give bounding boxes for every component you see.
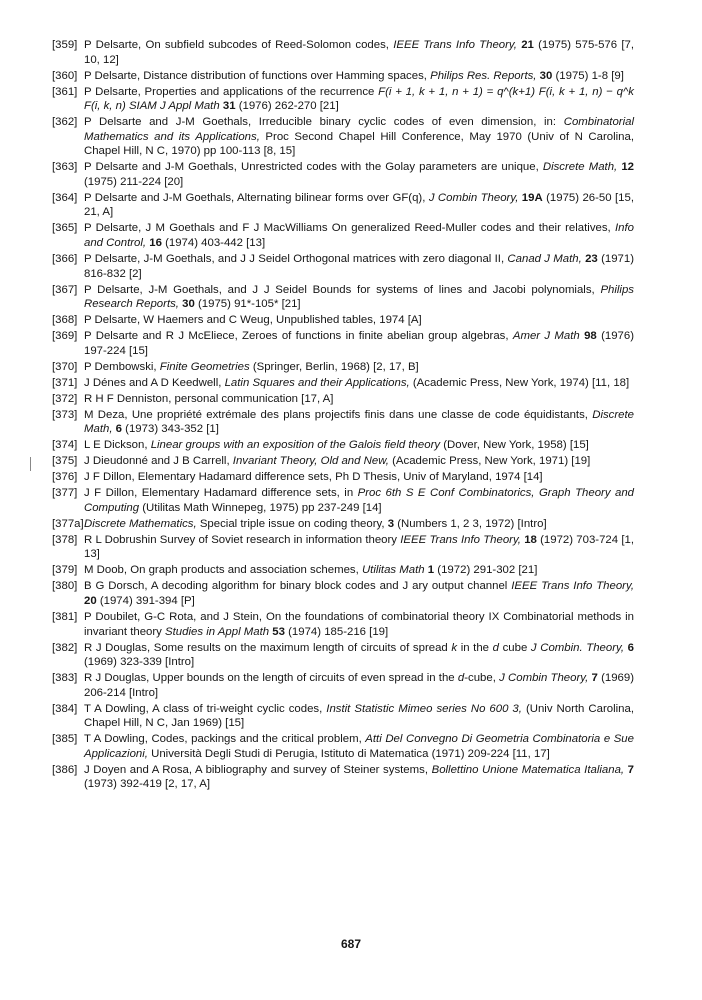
reference-number: [374] (52, 439, 78, 452)
reference-volume: 18 (524, 533, 537, 546)
reference-plain-text: P Delsarte, J-M Goethals, and J J Seidel Orthogonal matrices with zero diagonal II, (84, 253, 508, 266)
reference-entry (52, 702, 634, 731)
reference-number: [379] (52, 564, 78, 577)
reference-plain-text: P Delsarte, On subfield subcodes of Reed-Solomon codes, (84, 39, 394, 51)
reference-plain-text: (1972) 291-302 [21] (434, 564, 538, 577)
reference-italic-text: Discrete Math, (542, 161, 618, 174)
reference-number: [386] (52, 763, 78, 776)
reference-italic-text: IEEE Trans Info Theory, (400, 533, 521, 546)
reference-text (84, 439, 589, 451)
reference-plain-text: P Delsarte and J-M Goethals, Alternating bilinear forms over GF(q), (84, 191, 429, 204)
reference-text (84, 39, 634, 66)
reference-plain-text: M Deza, Une propriété extrémale des plans projectifs finis dans une classe de code équidistants, (84, 408, 593, 421)
reference-number: [376] (52, 471, 78, 484)
reference-text (84, 733, 634, 760)
reference-text (84, 487, 634, 514)
reference-entry (52, 221, 634, 250)
reference-entry (52, 38, 634, 67)
reference-number: [359] (52, 39, 78, 51)
reference-volume: 16 (149, 237, 162, 250)
reference-number: [381] (52, 610, 78, 623)
reference-plain-text: (Utilitas Math Winnepeg, 1975) pp 237-249 [14] (139, 501, 382, 514)
reference-italic-text: J Combin. Theory, (530, 641, 625, 654)
reference-italic-text: Utilitas Math (361, 564, 425, 577)
reference-entry (52, 454, 634, 469)
reference-volume: 98 (584, 330, 597, 343)
reference-number: [366] (52, 253, 78, 266)
reference-volume: 30 (539, 69, 553, 82)
reference-entry (52, 408, 634, 437)
reference-plain-text: L E Dickson, (84, 439, 151, 452)
reference-text (84, 534, 634, 561)
reference-text (84, 611, 634, 638)
reference-text (84, 284, 634, 311)
reference-plain-text: (1976) 197-224 [15] (84, 330, 635, 357)
reference-text (84, 86, 634, 113)
reference-text (84, 672, 634, 699)
reference-italic-text: Proc 6th S E Conf Combinatorics, Graph Theory and Computing (84, 487, 634, 514)
reference-plain-text: cube (498, 641, 531, 654)
reference-volume: 12 (621, 161, 634, 174)
reference-plain-text: R L Dobrushin Survey of Soviet research in information theory (84, 533, 401, 546)
margin-mark (30, 457, 31, 471)
reference-text (84, 703, 634, 730)
reference-number: [363] (52, 161, 78, 174)
reference-text (84, 222, 634, 249)
reference-number: [385] (52, 733, 78, 746)
reference-plain-text: (1972) 703-724 [1, 13] (84, 533, 634, 561)
reference-volume: 6 (627, 641, 635, 654)
reference-italic-text: Bollettino Unione Matematica Italiana, (431, 763, 625, 776)
reference-plain-text: P Delsarte, J M Goethals and F J MacWilliams On generalized Reed-Muller codes and their relatives, (84, 222, 615, 235)
reference-entry (52, 252, 634, 281)
reference-plain-text: J Doyen and A Rosa, A bibliography and survey of Steiner systems, (84, 763, 432, 776)
page-number: 687 (340, 937, 362, 951)
reference-text (84, 393, 333, 405)
reference-plain-text: (Academic Press, New York, 1971) [19] (388, 455, 591, 468)
reference-volume: 6 (115, 423, 123, 436)
reference-italic-text: J Combin Theory, (428, 191, 519, 204)
reference-plain-text: Università Degli Studi di Perugia, Istituto di Matematica (1971) 209-224 [11, 17] (147, 747, 550, 760)
reference-italic-text: Combinatorial Mathematics and its Applications, (84, 116, 634, 143)
reference-plain-text: Proc Second Chapel Hill Conference, May 1970 (Univ of N Carolina, Chapel Hill, N C, 1970) pp 100-113 [8, 15] (84, 130, 634, 158)
reference-volume: 7 (591, 672, 598, 685)
reference-entry (52, 85, 634, 114)
reference-entry (52, 732, 634, 761)
reference-italic-text: Invariant Theory, Old and New, (232, 455, 389, 468)
reference-plain-text: (Dover, New York, 1958) [15] (440, 439, 589, 452)
reference-italic-text: Philips Research Reports, (84, 283, 634, 311)
reference-plain-text: (1974) 185-216 [19] (284, 625, 389, 638)
reference-text (84, 192, 634, 219)
reference-plain-text: T A Dowling, Codes, packings and the critical problem, (84, 733, 366, 746)
reference-italic-text: Discrete Math, (84, 408, 634, 436)
reference-plain-text: (1975) 91*-105* [21] (194, 298, 301, 311)
reference-volume: 1 (427, 564, 435, 577)
reference-plain-text: M Doob, On graph products and association schemes, (84, 564, 362, 577)
reference-plain-text: (1973) 343-352 [1] (122, 423, 219, 436)
reference-italic-text: Discrete Mathematics, (84, 517, 197, 530)
reference-number: [365] (52, 222, 78, 235)
reference-italic-text: Studies in Appl Math (165, 625, 270, 638)
reference-plain-text: (1969) 323-339 [Intro] (84, 656, 195, 669)
reference-number: [364] (52, 191, 78, 204)
reference-plain-text: (1974) 391-394 [P] (96, 594, 195, 607)
reference-italic-text: d (492, 641, 499, 654)
reference-number: [360] (52, 69, 78, 82)
reference-plain-text: P Dembowski, (84, 360, 160, 373)
reference-plain-text: B G Dorsch, A decoding algorithm for binary block codes and J ary output channel (84, 580, 512, 593)
reference-italic-text: Atti Del Convegno Di Geometria Combinatoria e Sue Applicazioni, (84, 733, 634, 760)
reference-entry (52, 438, 634, 453)
reference-text (84, 253, 634, 280)
reference-italic-text: Latin Squares and their Applications, (224, 376, 410, 389)
reference-volume: 21 (521, 39, 534, 51)
reference-plain-text: J F Dillon, Elementary Hadamard difference sets, Ph D Thesis, Univ of Maryland, 1974 [14] (84, 471, 543, 484)
reference-number: [375] (52, 455, 78, 468)
reference-italic-text: Instit Statistic Mimeo series No 600 3, (326, 702, 522, 715)
reference-text (84, 330, 634, 357)
reference-plain-text: (1975) 26-50 [15, 21, A] (84, 191, 635, 219)
reference-number: [377a] (52, 517, 84, 530)
reference-volume: 19A (521, 191, 543, 204)
reference-plain-text: (1973) 392-419 [2, 17, A] (84, 778, 211, 791)
reference-plain-text: P Delsarte and J-M Goethals, Unrestricted codes with the Golay parameters are unique, (84, 161, 543, 174)
reference-text (84, 455, 590, 467)
reference-plain-text: P Delsarte, J-M Goethals, and J J Seidel Bounds for systems of lines and Jacobi polynomials, (84, 283, 601, 296)
reference-plain-text: (1976) 262-270 [21] (235, 100, 339, 113)
reference-plain-text: R H F Denniston, personal communication [17, A] (84, 392, 334, 405)
reference-plain-text: P Delsarte, W Haemers and C Weug, Unpublished tables, 1974 [A] (84, 314, 422, 327)
reference-text (84, 471, 543, 483)
reference-entry (52, 610, 634, 639)
reference-plain-text: in the (457, 641, 493, 654)
reference-plain-text: (1975) 1-8 [9] (552, 69, 624, 82)
reference-italic-text: Finite Geometries (159, 360, 250, 373)
reference-text (84, 409, 634, 436)
reference-entry (52, 579, 634, 608)
reference-text (84, 580, 634, 607)
reference-plain-text: (Academic Press, New York, 1974) [11, 18] (409, 376, 630, 389)
reference-plain-text: P Delsarte, Distance distribution of functions over Hamming spaces, (84, 69, 431, 82)
reference-volume: 30 (182, 298, 195, 311)
reference-entry (52, 470, 634, 485)
reference-text (84, 518, 547, 530)
reference-italic-text: Philips Res. Reports, (430, 69, 537, 82)
reference-number: [368] (52, 314, 78, 327)
reference-number: [372] (52, 392, 78, 405)
reference-plain-text: R J Douglas, Upper bounds on the length of circuits of even spread in the (84, 672, 458, 685)
reference-number: [377] (52, 487, 78, 500)
reference-plain-text: (Springer, Berlin, 1968) [2, 17, B] (249, 360, 419, 373)
reference-plain-text: -cube, (464, 672, 500, 685)
reference-number: [367] (52, 283, 78, 296)
reference-italic-text: k (451, 641, 458, 654)
reference-number: [378] (52, 533, 78, 546)
reference-plain-text: J Dénes and A D Keedwell, (84, 376, 225, 389)
reference-entry (52, 283, 634, 312)
reference-italic-text: Info and Control, (84, 222, 634, 250)
reference-italic-text: Canad J Math, (507, 253, 582, 266)
reference-plain-text: P Delsarte and R J McEliece, Zeroes of functions in finite abelian group algebras, (84, 330, 513, 343)
reference-number: [361] (52, 85, 78, 98)
reference-entry (52, 160, 634, 189)
reference-text (84, 314, 422, 326)
reference-italic-text: J Combin Theory, (499, 672, 589, 685)
reference-italic-text: IEEE Trans Info Theory, (511, 580, 634, 593)
reference-entry (52, 671, 634, 700)
reference-plain-text: (Univ North Carolina, Chapel Hill, N C, Jan 1969) [15] (84, 702, 634, 730)
reference-number: [370] (52, 360, 78, 373)
reference-entry (52, 69, 634, 84)
reference-text (84, 161, 634, 188)
reference-list (52, 38, 634, 793)
reference-entry (52, 392, 634, 407)
reference-plain-text: P Doubilet, G-C Rota, and J Stein, On the foundations of combinatorial theory IX Combinatorial methods in invariant theory (84, 610, 634, 638)
reference-entry (52, 763, 634, 792)
reference-italic-text: IEEE Trans Info Theory, (393, 39, 517, 51)
reference-plain-text: J Dieudonné and J B Carrell, (84, 455, 233, 468)
reference-entry (52, 329, 634, 358)
reference-number: [373] (52, 408, 78, 421)
reference-plain-text: T A Dowling, A class of tri-weight cyclic codes, (84, 702, 327, 715)
reference-italic-text: F(i + 1, k + 1, n + 1) = q^(k+1) F(i, k + 1, n) − q^k F(i, k, n) (84, 85, 634, 113)
reference-number: [362] (52, 116, 78, 129)
reference-text (84, 361, 419, 373)
reference-volume: 31 (222, 100, 236, 113)
reference-text (84, 116, 634, 157)
reference-text (84, 642, 634, 669)
reference-volume: 3 (387, 517, 395, 530)
reference-entry (52, 191, 634, 220)
reference-text (84, 564, 537, 576)
reference-number: [371] (52, 376, 78, 389)
reference-plain-text: R J Douglas, Some results on the maximum length of circuits of spread (84, 641, 452, 654)
reference-entry (52, 313, 634, 328)
reference-text (84, 764, 634, 791)
reference-plain-text: P Delsarte, Properties and applications of the recurrence (84, 85, 379, 98)
reference-italic-text: SIAM J Appl Math (128, 100, 220, 113)
reference-italic-text: Amer J Math (512, 330, 580, 343)
reference-volume: 7 (627, 763, 635, 776)
reference-number: [383] (52, 672, 78, 685)
reference-entry (52, 376, 634, 391)
reference-number: [380] (52, 580, 78, 593)
reference-number: [369] (52, 330, 78, 343)
reference-entry (52, 517, 634, 532)
reference-plain-text: (1975) 575-576 [7, 10, 12] (84, 39, 634, 66)
reference-volume: 23 (585, 253, 598, 266)
reference-text (84, 70, 624, 82)
reference-plain-text: (1969) 206-214 [Intro] (84, 672, 635, 699)
reference-entry (52, 360, 634, 375)
reference-italic-text: d (457, 672, 465, 685)
reference-entry (52, 115, 634, 159)
reference-text (84, 377, 629, 389)
reference-entry (52, 641, 634, 670)
reference-number: [384] (52, 702, 78, 715)
reference-volume: 20 (84, 594, 97, 607)
reference-plain-text: P Delsarte and J-M Goethals, Irreducible binary cyclic codes of even dimension, in: (84, 116, 564, 129)
reference-entry (52, 533, 634, 562)
reference-plain-text: (Numbers 1, 2 3, 1972) [Intro] (394, 517, 547, 530)
reference-plain-text: J F Dillon, Elementary Hadamard difference sets, in (84, 487, 358, 500)
reference-entry (52, 486, 634, 515)
reference-plain-text: (1975) 211-224 [20] (84, 175, 184, 188)
reference-entry (52, 563, 634, 578)
reference-italic-text: Linear groups with an exposition of the Galois field theory (150, 439, 441, 452)
reference-volume: 53 (272, 625, 285, 638)
reference-plain-text: (1974) 403-442 [13] (161, 237, 266, 250)
reference-plain-text: Special triple issue on coding theory, (196, 517, 388, 530)
reference-plain-text: (1971) 816-832 [2] (84, 253, 634, 280)
reference-number: [382] (52, 641, 78, 654)
